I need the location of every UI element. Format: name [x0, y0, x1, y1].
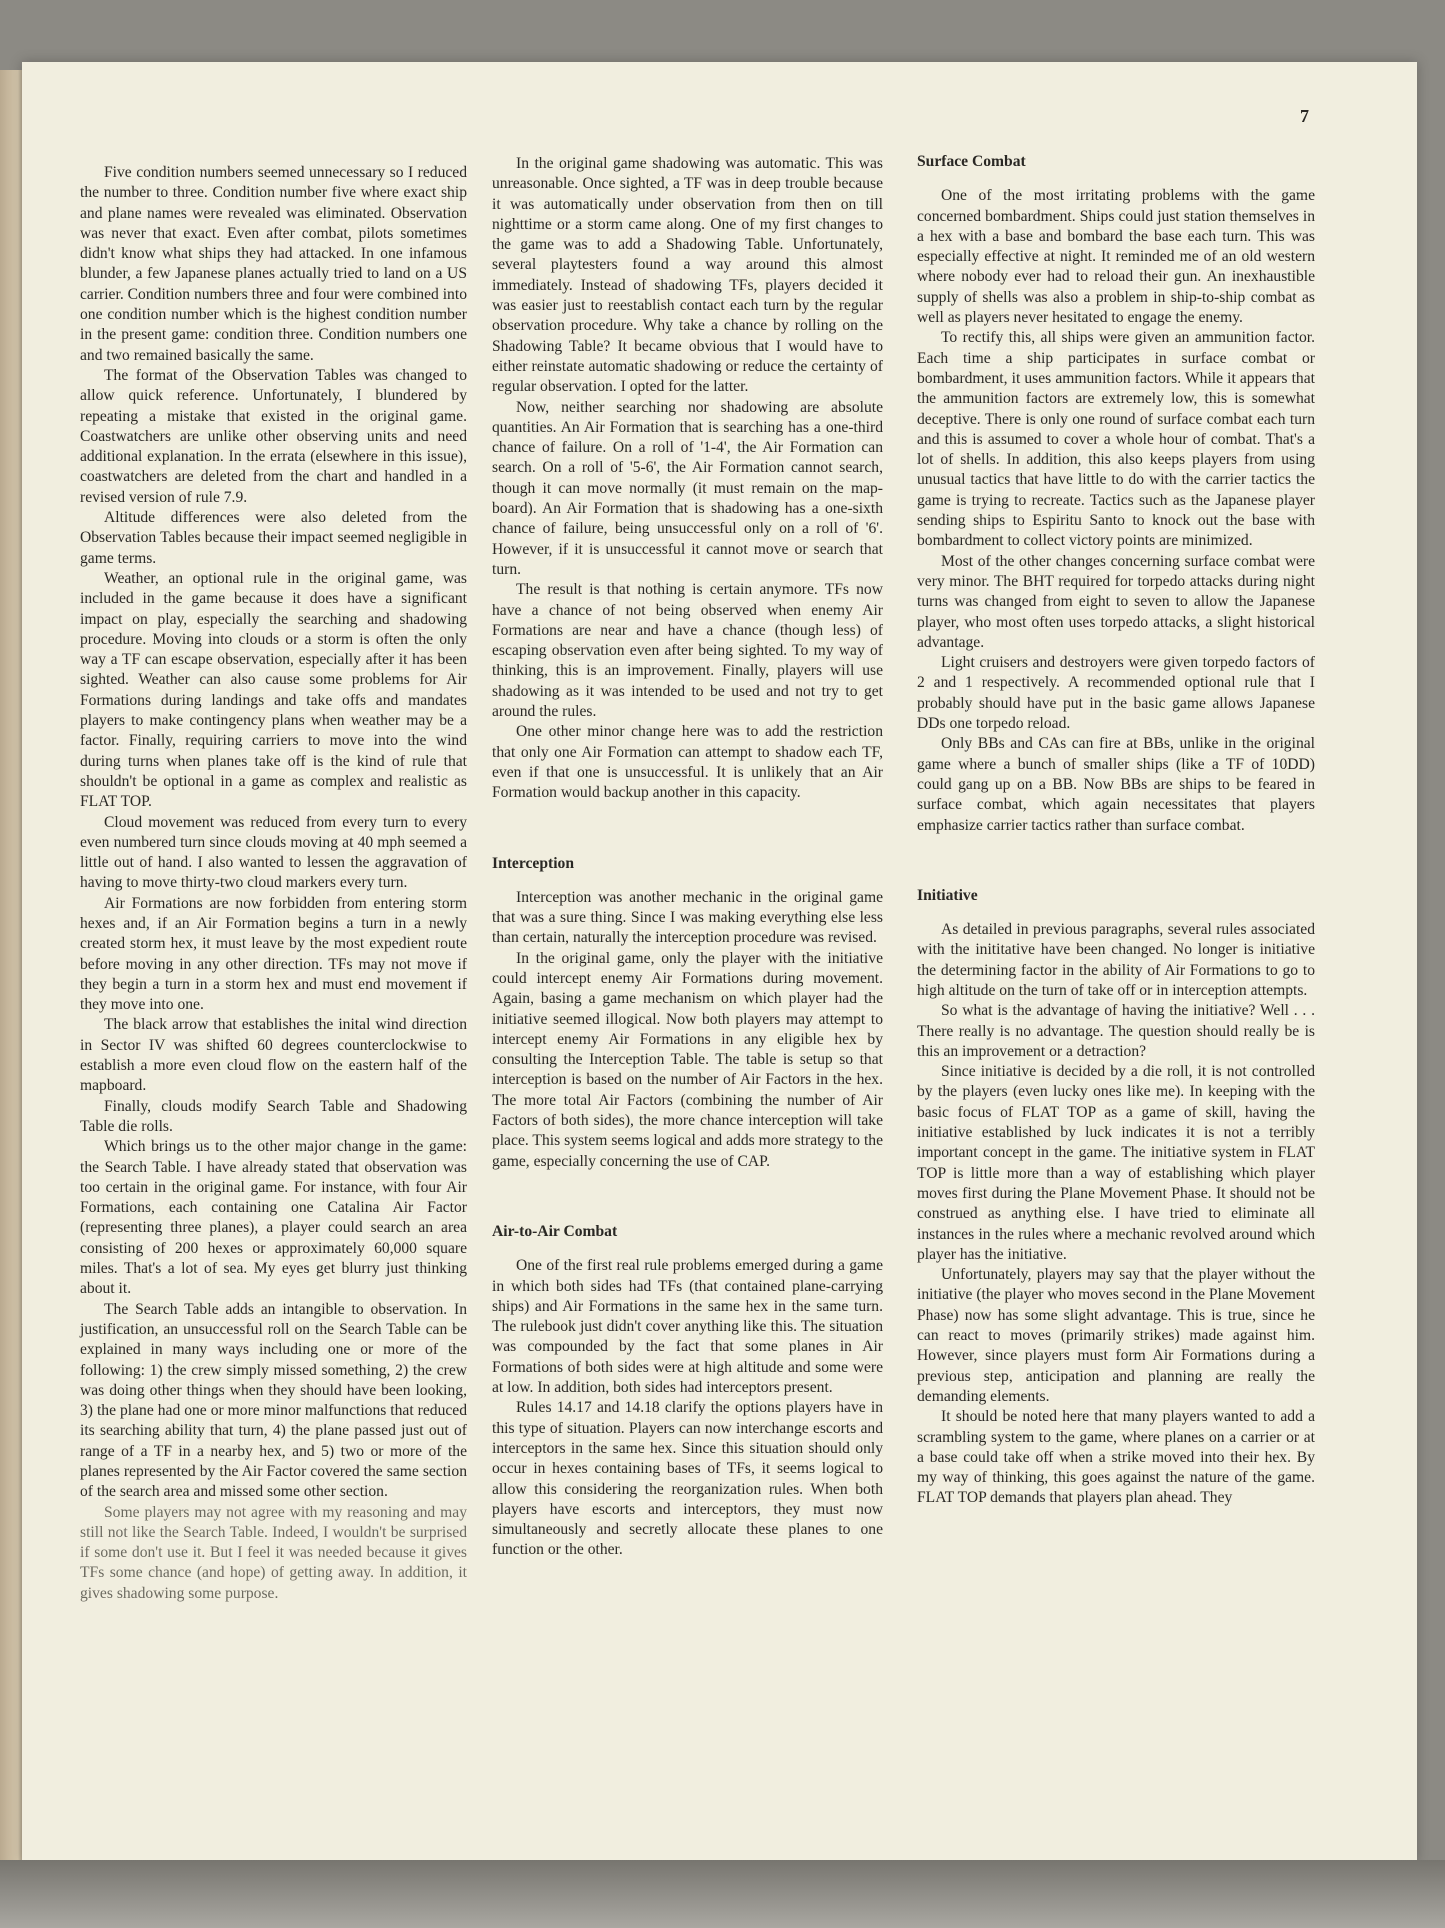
- paragraph: Most of the other changes concerning surface combat were very minor. The BHT required for torpedo attacks during night turns was changed from eight to seven to allow the Japanese player, who most often uses torpedo attacks, a slight historical advantage.: [917, 552, 1315, 651]
- paragraph: One of the first real rule problems emerged during a game in which both sides had TFs (that contained plane-carrying ships) and Air Formations in the same hex in the same turn. The rulebook just didn't cover anything like this. The situation was compounded by the fact that some planes in Air Formations of both sides were at high altitude and some were at low. In addition, both sides had interceptors present.: [492, 1257, 883, 1397]
- column-right: [917, 152, 1315, 1509]
- paragraph: Cloud movement was reduced from every turn to every even numbered turn since clouds moving at 40 mph seemed a little out of hand. I also wanted to lessen the aggravation of having to move thirty-two cloud markers every turn.: [80, 813, 467, 892]
- paragraph: Finally, clouds modify Search Table and Shadowing Table die rolls.: [80, 1097, 467, 1135]
- column-middle: [492, 154, 883, 1561]
- paragraph: In the original game, only the player with the initiative could intercept enemy Air Formations during movement. Again, basing a game mechanism on which player had the initiative seemed illogical. Now both players may attempt to intercept enemy Air Formations in any eligible hex by consulting the Interception Table. The table is setup so that interception is based on the number of Air Factors in the hex. The more total Air Factors (combining the number of Air Factors of both sides), the more chance interception will take place. This system seems logical and adds more strategy to the game, especially concerning the use of CAP.: [492, 949, 883, 1170]
- paragraph: Only BBs and CAs can fire at BBs, unlike in the original game where a bunch of smaller ships (like a TF of 10DD) could gang up on a BB. Now BBs are ships to be feared in surface combat, which again necessitates that players emphasize carrier tactics rather than surface combat.: [917, 735, 1315, 834]
- paragraph: One other minor change here was to add the restriction that only one Air Formation can attempt to shadow each TF, even if that one is unsuccessful. It is unlikely that an Air Formation would backup another in this capacity.: [492, 723, 883, 802]
- paragraph: Which brings us to the other major change in the game: the Search Table. I have already stated that observation was too certain in the original game. For instance, with four Air Formations, each containing one Catalina Air Factor (representing three planes), a player could search an area consisting of 200 hexes or approximately 60,000 square miles. That's a lot of sea. My eyes get blurry just thinking about it.: [80, 1138, 467, 1298]
- column-left: [80, 163, 467, 1604]
- table-surface: [0, 1860, 1445, 1928]
- paragraph: The format of the Observation Tables was changed to allow quick reference. Unfortunately, I blundered by repeating a mistake that existed in the original game. Coastwatchers are unlike other observing units and need additional explanation. In the errata (elsewhere in this issue), coastwatchers are deleted from the chart and handled in a revised version of rule 7.9.: [80, 366, 467, 506]
- section-heading-initiative: Initiative: [917, 886, 978, 904]
- paragraph: Air Formations are now forbidden from entering storm hexes and, if an Air Formation begins a turn in a newly created storm hex, it must leave by the most expedient route before moving in any other direction. TFs may not move if they begin a turn in a storm hex and must end movement if they move into one.: [80, 894, 467, 1014]
- paragraph: It should be noted here that many players wanted to add a scrambling system to the game, where planes on a carrier or at a base could take off when a strike moved into their hex. By my way of thinking, this goes against the nature of the game. FLAT TOP demands that players plan ahead. They: [917, 1408, 1315, 1507]
- paragraph: Some players may not agree with my reasoning and may still not like the Search Table. Indeed, I wouldn't be surprised if some don't use it. But I feel it was needed because it gives TFs some chance (and hope) of getting away. In addition, it gives shadowing some purpose.: [80, 1503, 467, 1602]
- paragraph: One of the most irritating problems with the game concerned bombardment. Ships could just station themselves in a hex with a base and bombard the base each turn. This was especially effective at night. It reminded me of an old western where nobody ever had to reload their gun. An inexhaustible supply of shells was also a problem in ship-to-ship combat as well as players never hesitated to engage the enemy.: [917, 187, 1315, 327]
- page-number: 7: [1300, 106, 1309, 126]
- paragraph: Now, neither searching nor shadowing are absolute quantities. An Air Formation that is searching has a one-third chance of failure. On a roll of '1-4', the Air Formation can search. On a roll of '5-6', the Air Formation cannot search, though it can move normally (it must remain on the map-board). An Air Formation that is shadowing has a one-sixth chance of failure, being unsuccessful only on a roll of '6'. However, if it is unsuccessful it cannot move or search that turn.: [492, 398, 883, 578]
- paragraph: The result is that nothing is certain anymore. TFs now have a chance of not being observed when enemy Air Formations are near and have a chance (though less) of escaping observation even after being sighted. To my way of thinking, this is an improvement. Finally, players will use shadowing as it was intended to be used and not try to get around the rules.: [492, 581, 883, 721]
- paragraph: As detailed in previous paragraphs, several rules associated with the inititative have been changed. No longer is initiative the determining factor in the ability of Air Formations to go to high altitude on the turn of take off or in interception attempts.: [917, 921, 1315, 999]
- paragraph: So what is the advantage of having the initiative? Well . . . There really is no advantage. The question should really be is this an improvement or a detraction?: [917, 1002, 1315, 1060]
- paragraph: Since initiative is decided by a die roll, it is not controlled by the players (even lucky ones like me). In keeping with the basic focus of FLAT TOP as a game of skill, having the initiative established by luck indicates it is not a terribly important concept in the game. The initiative system in FLAT TOP is little more than a way of establishing which player moves first during the Plane Movement Phase. It should not be construed as anything else. I have tried to eliminate all instances in the rules where a mechanic revolved around which player has the initiative.: [917, 1063, 1315, 1263]
- paragraph: Weather, an optional rule in the original game, was included in the game because it does have a significant impact on play, especially the searching and shadowing procedure. Moving into clouds or a storm is often the only way a TF can escape observation, especially after it has been sighted. Weather can also cause some problems for Air Formations during landings and take offs and mandates players to make contingency plans when weather may be a factor. Finally, requiring carriers to move into the wind during turns when planes take off is the kind of rule that shouldn't be optional in a game as complex and realistic as FLAT TOP.: [80, 569, 467, 811]
- paragraph: Interception was another mechanic in the original game that was a sure thing. Since I was making everything else less than certain, naturally the interception procedure was revised.: [492, 888, 883, 947]
- paragraph: The Search Table adds an intangible to observation. In justification, an unsuccessful roll on the Search Table can be explained in many ways including one or more of the following: 1) the crew simply missed something, 2) the crew was doing other things when they should have been looking, 3) the plane had one or more minor malfunctions that reduced its searching ability that turn, 4) the plane passed just out of range of a TF in a nearby hex, and 5) two or more of the planes represented by the Air Factor covered the same section of the search area and missed some other section.: [80, 1300, 467, 1501]
- paragraph: Unfortunately, players may say that the player without the initiative (the player who moves second in the Plane Movement Phase) now has some slight advantage. This is true, since he can react to moves (primarily strikes) made against him. However, since players must form Air Formations during a previous step, anticipation and planning are really the demanding elements.: [917, 1266, 1315, 1405]
- paragraph: To rectify this, all ships were given an ammunition factor. Each time a ship participates in surface combat or bombardment, it uses ammunition factors. While it appears that the ammunition factors are extremely low, this is somewhat deceptive. There is only one round of surface combat each turn and this is assumed to cover a whole hour of combat. That's a lot of shells. In addition, this also keeps players from using unusual tactics that have little to do with the carrier tactics the game is trying to recreate. Tactics such as the Japanese player sending ships to Espiritu Santo to knock out the base with bombardment to collect victory points are minimized.: [917, 329, 1315, 550]
- paragraph: Five condition numbers seemed unnecessary so I reduced the number to three. Condition number five where exact ship and plane names were revealed was eliminated. Observation was never that exact. Even after combat, pilots sometimes didn't know what ships they had attacked. In one infamous blunder, a few Japanese planes actually tried to land on a US carrier. Condition numbers three and four were combined into one condition number which is the highest condition number in the present game: condition three. Condition numbers one and two remained basically the same.: [80, 164, 467, 364]
- paragraph: In the original game shadowing was automatic. This was unreasonable. Once sighted, a TF was in deep trouble because it was automatically under observation from then on till nighttime or a storm came along. One of my first changes to the game was to add a Shadowing Table. Unfortunately, several playtesters found a way around this almost immediately. Instead of shadowing TFs, players decided it was easier just to reestablish contact each turn by the regular observation procedure. Why take a chance by rolling on the Shadowing Table? It became obvious that I would have to either reinstate automatic shadowing or reduce the certainty of regular observation. I opted for the latter.: [492, 155, 883, 396]
- section-heading-air-to-air-combat: Air-to-Air Combat: [492, 1222, 618, 1240]
- section-heading-surface-combat: Surface Combat: [917, 153, 1026, 170]
- section-heading-interception: Interception: [492, 854, 575, 872]
- paragraph: The black arrow that establishes the inital wind direction in Sector IV was shifted 60 degrees counterclockwise to establish a more even cloud flow on the eastern half of the mapboard.: [80, 1016, 467, 1095]
- paragraph: Light cruisers and destroyers were given torpedo factors of 2 and 1 respectively. A recommended optional rule that I probably should have put in the basic game allows Japanese DDs one torpedo reload.: [917, 654, 1315, 733]
- paragraph: Rules 14.17 and 14.18 clarify the options players have in this type of situation. Players can now interchange escorts and interceptors in the same hex. Since this situation should only occur in hexes containing bases of TFs, it seems logical to allow this considering the reorganization rules. When both players have escorts and interceptors, they must now simultaneously and secretly allocate these planes to one function or the other.: [492, 1399, 883, 1559]
- paragraph: Altitude differences were also deleted from the Observation Tables because their impact seemed negligible in game terms.: [80, 509, 467, 567]
